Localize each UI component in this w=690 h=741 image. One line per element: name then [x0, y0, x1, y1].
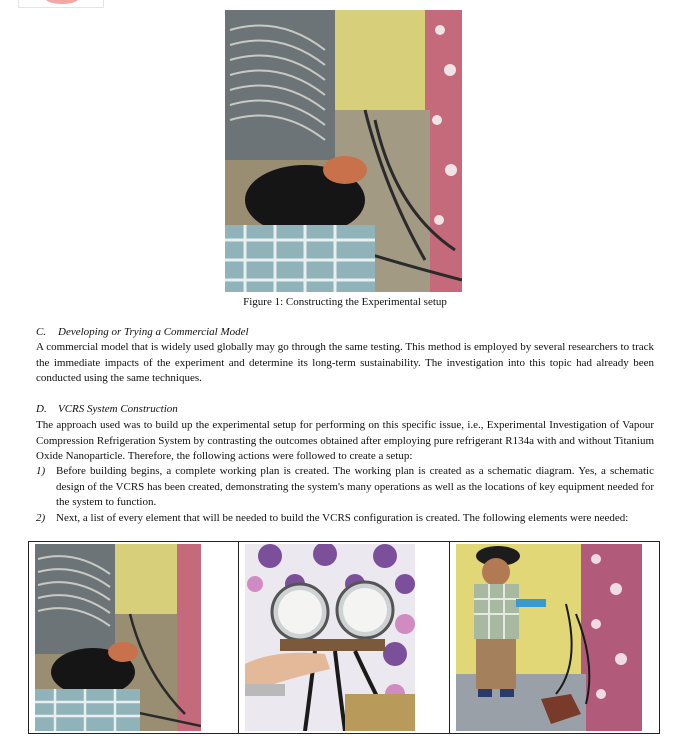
section-c-title: Developing or Trying a Commercial Model — [58, 326, 249, 338]
list-item — [36, 464, 654, 511]
list-item-number: 2) — [36, 512, 46, 524]
figure-1-photo — [225, 10, 462, 292]
list-item-number: 1) — [36, 465, 46, 477]
photo-cell-measurement — [450, 542, 659, 733]
list-item-text: Before building begins, a complete working plan is created. The working plan is created as a schematic diagram. Yes, a schematic design of the VCRS has been created, demonstrating the system's many operations as well as the locations of key equipment needed for the system to function. — [56, 465, 654, 508]
section-d-number: D. — [36, 403, 47, 415]
header-logo-fragment — [18, 0, 104, 8]
figure-1-caption: Figure 1: Constructing the Experimental setup — [243, 296, 447, 308]
section-d-paragraph: The approach used was to build up the experimental setup for performing on this specific issue, i.e., Experimental Investigation of Vapour Compression Refrigeration System by contrasting the outcomes obtained after employing pure refrigerant R134a with and without Titanium Oxide Nanoparticle. Therefore, the following actions were followed to create a setup: — [36, 419, 654, 462]
photo-cell-gauges — [239, 542, 449, 733]
list-item — [36, 511, 654, 527]
list-item-text: Next, a list of every element that will be needed to build the VCRS configuration is created. The following elements were needed: — [56, 512, 629, 524]
photo-table — [28, 541, 660, 734]
section-d-title: VCRS System Construction — [58, 403, 178, 415]
section-c-heading — [36, 326, 249, 338]
section-c-paragraph: A commercial model that is widely used globally may go through the same testing. This method is employed by several researchers to track the immediate impacts of the experiment and determine its long-term sustainability. The investigation into this topic had already been conducted using the same techniques. — [36, 341, 654, 384]
photo-cell-coils — [29, 542, 239, 733]
section-d-heading — [36, 403, 178, 415]
section-c-number: C. — [36, 326, 47, 338]
